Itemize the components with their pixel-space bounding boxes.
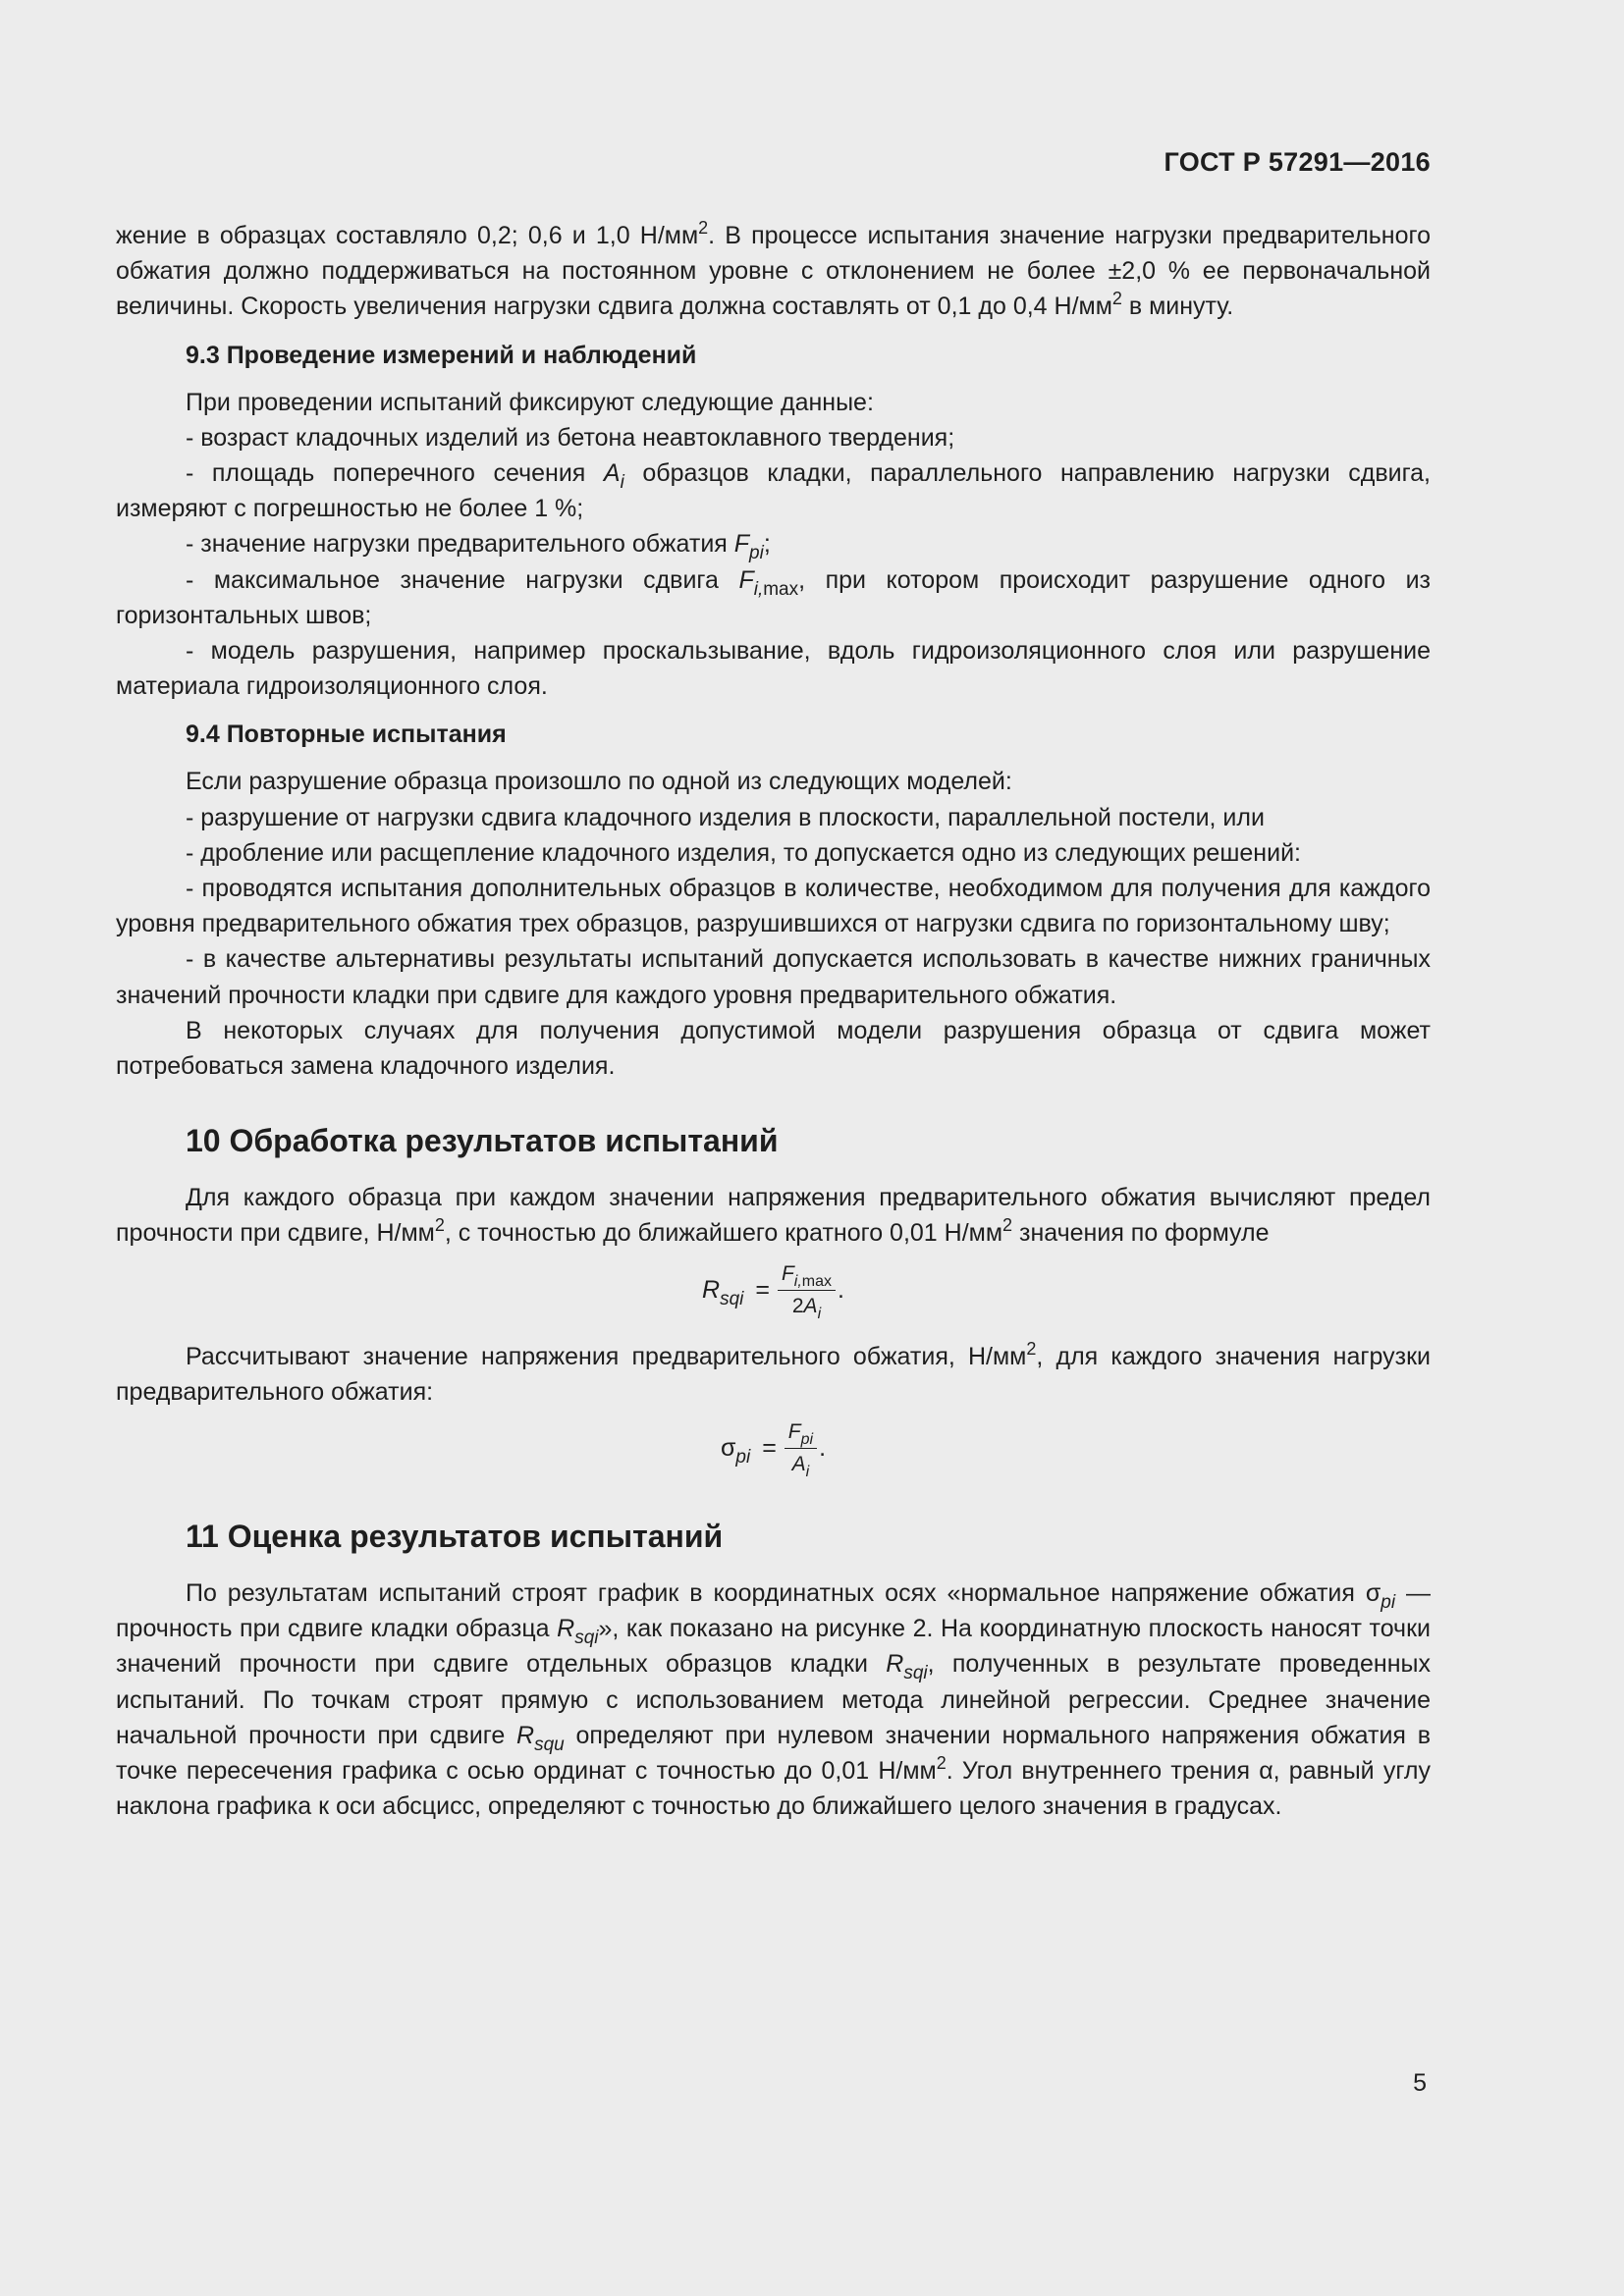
list-item: - проводятся испытания дополнительных образцов в количестве, необходимом для получения для каждого уровня предварительного обжатия трех образцов, разрушившихся от нагрузки сдвига по горизонтальному шву;: [116, 875, 1431, 938]
list-item: - дробление или расщепление кладочного изделия, то допускается одно из следующих решений:: [186, 838, 1301, 867]
list-item: - площадь поперечного сечения $A_i$ образцов кладки, параллельного направлению нагрузки сдвига, измеряют с погрешностью не более 1 %;: [116, 459, 1431, 523]
page-body: [116, 218, 1431, 1825]
list-item: - возраст кладочных изделий из бетона неавтоклавного твердения;: [186, 423, 955, 452]
section-9-4-lead: Если разрушение образца произошло по одной из следующих моделей:: [186, 768, 1012, 796]
section-10-paragraph: Для каждого образца при каждом значении напряжения предварительного обжатия вычисляют предел прочности при сдвиге, $Н/мм^2$, с точностью до ближайшего кратного 0,01 $Н/мм^2$ значения по формуле: [116, 1184, 1431, 1248]
section-11-heading: 11 Оценка результатов испытаний: [186, 1519, 724, 1555]
section-9-3-heading: 9.3 Проведение измерений и наблюдений: [186, 341, 697, 369]
page-number: 5: [1413, 2069, 1427, 2097]
list-item: - значение нагрузки предварительного обжатия $F_{pi}$;: [186, 530, 771, 564]
list-item: - разрушение от нагрузки сдвига кладочного изделия в плоскости, параллельной постели, или: [186, 803, 1265, 831]
intro-paragraph: жение в образцах составляло 0,2; 0,6 и 1,0 $Н/мм^2$. В процессе испытания значение нагрузки предварительного обжатия должно поддерживаться на постоянном уровне с отклонением не более ±2,0 % ее первоначальной величины. Скорость увеличения нагрузки сдвига должна составлять от 0,1 до 0,4 $Н/мм^2$ в минуту.: [116, 218, 1431, 321]
section-11-paragraph: По результатам испытаний строят график в координатных осях «нормальное напряжение обжатия $\sigma_{pi}$ — прочность при сдвиге кладки образца $R_{sqi}$», как показано на рисунке 2. На координатную плоскость наносят точки значений прочности при сдвиге отдельных образцов кладки $R_{sqi}$, полученных в результате проведенных испытаний. По точкам строят прямую с использованием метода линейной регрессии. Среднее значение начальной прочности при сдвиге $R_{squ}$ определяют при нулевом значении нормального напряжения обжатия в точке пересечения графика с осью ординат с точностью до 0,01 $Н/мм^2$. Угол внутреннего трения α, равный углу наклона графика к оси абсцисс, определяют с точностью до ближайшего целого значения в градусах.: [116, 1579, 1431, 1821]
list-item: - максимальное значение нагрузки сдвига $F_{i,max}$, при котором происходит разрушение одного из горизонтальных швов;: [116, 565, 1431, 629]
section-9-3-lead: При проведении испытаний фиксируют следующие данные:: [186, 388, 874, 416]
formula-prestress: $\sigma_{pi}$ = $\frac{F_{pi}}{A_i}$ .: [116, 1417, 1431, 1479]
section-10-heading: 10 Обработка результатов испытаний: [186, 1123, 779, 1159]
list-item: - в качестве альтернативы результаты испытаний допускается использовать в качестве нижних граничных значений прочности кладки при сдвиге для каждого уровня предварительного обжатия.: [116, 945, 1431, 1009]
section-10-paragraph-2: Рассчитывают значение напряжения предварительного обжатия, $Н/мм^2$, для каждого значения нагрузки предварительного обжатия:: [116, 1338, 1431, 1406]
formula-shear-strength: $R_{sqi}$ = $\frac{F_{i,max}}{2A_i}$ .: [116, 1259, 1431, 1321]
list-item: - модель разрушения, например проскальзывание, вдоль гидроизоляционного слоя или разрушение материала гидроизоляционного слоя.: [116, 637, 1431, 701]
document-code: ГОСТ Р 57291—2016: [1164, 147, 1431, 177]
section-9-4-heading: 9.4 Повторные испытания: [186, 721, 507, 749]
section-9-4-note: В некоторых случаях для получения допустимой модели разрушения образца от сдвига может потребоваться замена кладочного изделия.: [116, 1016, 1431, 1081]
